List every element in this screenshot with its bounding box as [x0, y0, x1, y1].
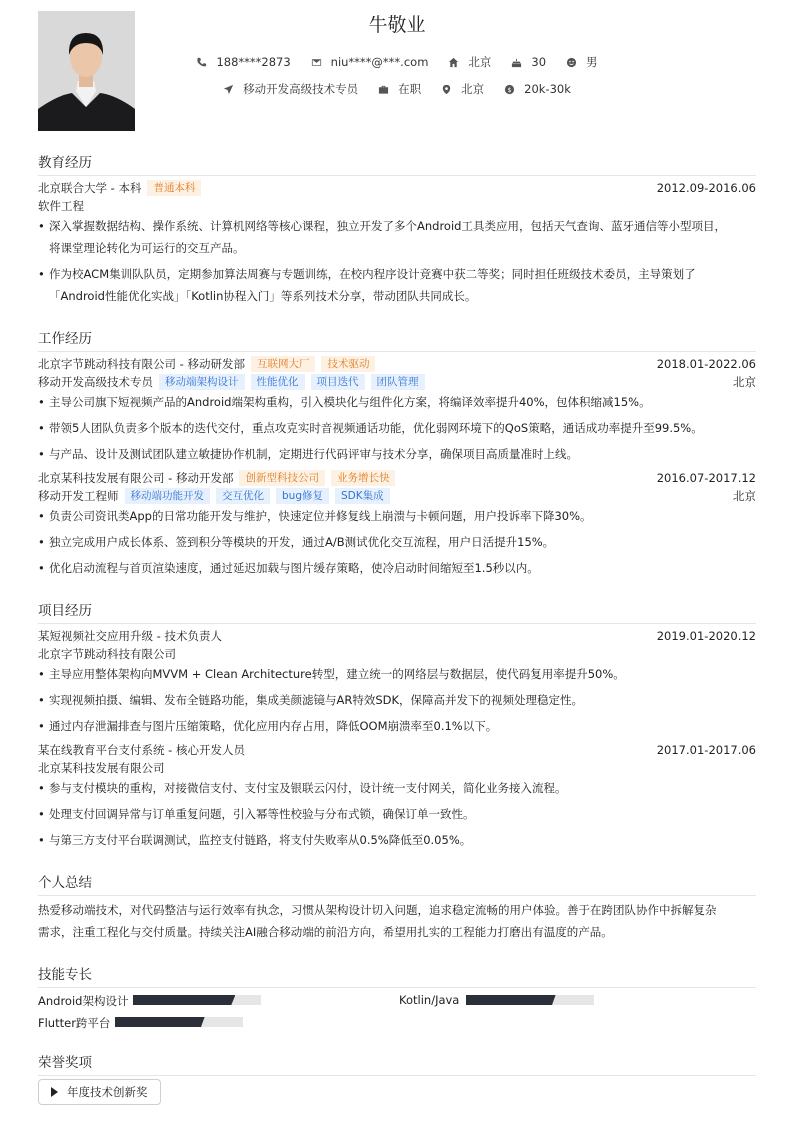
company-name: 北京某科技发展有限公司 - 移动开发部: [38, 471, 234, 485]
gender-icon: [566, 57, 577, 68]
role-tag: 交互优化: [216, 488, 270, 504]
role-tag: 移动端功能开发: [125, 488, 211, 504]
role-tag: 团队管理: [371, 374, 425, 390]
education-header: [38, 180, 756, 196]
home-icon: [448, 57, 459, 68]
expected-salary: 20k-30k: [524, 82, 571, 96]
education-date: 2012.09-2016.06: [656, 181, 756, 195]
play-triangle-icon: [51, 1087, 58, 1097]
section-title-skills: 技能专长: [38, 963, 756, 988]
skill-bar: [133, 995, 261, 1005]
gender-item: [566, 54, 598, 70]
skill-bar: [115, 1017, 243, 1027]
location-icon: [441, 84, 452, 95]
work-date: 2016.07-2017.12: [656, 471, 756, 485]
company-name: 北京字节跳动科技有限公司 - 移动研发部: [38, 357, 245, 371]
company-tag: 技术驱动: [321, 356, 375, 372]
age-icon: [511, 57, 522, 68]
target-city-item: [441, 81, 484, 97]
role-tag: 项目迭代: [311, 374, 365, 390]
money-icon: [504, 84, 515, 95]
skill-name: Android架构设计: [38, 994, 129, 1008]
section-title-projects: 项目经历: [38, 599, 756, 624]
school-tag: 普通本科: [147, 180, 201, 196]
project-bullet: • 处理支付回调异常与订单重复问题，引入幂等性校验与分布式锁，确保订单一致性。: [38, 803, 756, 825]
job-status: 在职: [398, 82, 422, 96]
project-company: 北京字节跳动科技有限公司: [38, 647, 176, 661]
send-icon: [223, 84, 234, 95]
salary-item: [504, 82, 571, 96]
gender: 男: [586, 55, 598, 69]
city-item: [448, 54, 491, 70]
major: 软件工程: [38, 199, 84, 213]
work-bullet: • 负责公司资讯类App的日常功能开发与维护，快速定位并修复线上崩溃与卡顿问题，用户投诉率下降30%。: [38, 505, 756, 527]
company-tag: 业务增长快: [331, 470, 396, 486]
section-title-honors: 荣誉奖项: [38, 1051, 756, 1076]
job-intent-row: [0, 81, 794, 97]
project-title-line: [38, 628, 756, 644]
company-tag: 互联网大厂: [251, 356, 316, 372]
education-bullet: [38, 263, 756, 285]
status-item: [378, 81, 421, 97]
target-position: 移动开发高级技术专员: [243, 82, 359, 96]
company-tag: 创新型科技公司: [239, 470, 325, 486]
section-title-summary: 个人总结: [38, 871, 756, 896]
project-company: 北京某科技发展有限公司: [38, 761, 165, 775]
project-title: 某短视频社交应用升级 - 技术负责人: [38, 629, 222, 643]
skill-bar-fill: [133, 995, 235, 1005]
skill-name: Flutter跨平台: [38, 1016, 111, 1030]
project-title: 某在线教育平台支付系统 - 核心开发人员: [38, 743, 245, 757]
skill-name: Kotlin/Java: [399, 993, 460, 1007]
work-company-line: [38, 470, 756, 486]
bullet-continuation: 将课堂理论转化为可运行的交互产品。: [49, 241, 245, 255]
summary-line: 热爱移动端技术，对代码整洁与运行效率有执念，习惯从架构设计切入问题，追求稳定流畅的用户体验。善于在跨团队协作中拆解复杂: [38, 903, 717, 917]
svg-text:$: $: [507, 85, 512, 94]
age: 30: [531, 55, 547, 69]
project-date: 2019.01-2020.12: [656, 629, 756, 643]
project-bullet: • 通过内存泄漏排查与图片压缩策略，优化应用内存占用，降低OOM崩溃率至0.1%以下。: [38, 715, 756, 737]
summary-line: 需求，注重工程化与交付质量。持续关注AI融合移动端的前沿方向，希望用扎实的工程能力打磨出有温度的产品。: [38, 925, 613, 939]
work-location: 北京: [733, 375, 756, 389]
section-title-work: 工作经历: [38, 327, 756, 352]
mail-icon: [311, 57, 322, 68]
job-role: 移动开发高级技术专员: [38, 375, 153, 389]
phone-item: [196, 55, 290, 69]
work-company-line: [38, 356, 756, 372]
role-tag: 移动端架构设计: [159, 374, 245, 390]
role-tag: bug修复: [276, 488, 329, 504]
project-title-line: [38, 742, 756, 758]
bullet-text: 作为校ACM集训队队员，定期参加算法周赛与专题训练，在校内程序设计竞赛中获二等奖；同时担任班级技术委员，主导策划了: [49, 267, 696, 281]
skill-bar-fill: [466, 995, 556, 1005]
work-location: 北京: [733, 489, 756, 503]
briefcase-icon: [378, 84, 389, 95]
skill-bar: [466, 995, 594, 1005]
age-item: [511, 55, 546, 69]
education-bullet: [38, 215, 756, 237]
award-name: 年度技术创新奖: [67, 1085, 148, 1099]
bullet-text: 深入掌握数据结构、操作系统、计算机网络等核心课程，独立开发了多个Android工具类应用，包括天气查询、蓝牙通信等小型项目，: [49, 219, 726, 233]
work-bullet: • 主导公司旗下短视频产品的Android端架构重构，引入模块化与组件化方案，将编译效率提升40%，包体积缩减15%。: [38, 391, 756, 413]
phone-icon: [196, 57, 207, 68]
project-bullet: • 主导应用整体架构向MVVM + Clean Architecture转型，建立统一的网络层与数据层，使代码复用率提升50%。: [38, 663, 756, 685]
award-item[interactable]: [38, 1079, 161, 1105]
email-address: niu****@***.com: [330, 55, 429, 69]
position-item: [223, 81, 358, 97]
work-role-line: [38, 488, 756, 504]
work-role-line: [38, 374, 756, 390]
bullet-continuation: 「Android性能优化实战」「Kotlin协程入门」等系列技术分享，带动团队共同成长。: [49, 289, 477, 303]
role-tag: SDK集成: [335, 488, 390, 504]
work-bullet: • 优化启动流程与首页渲染速度，通过延迟加载与图片缓存策略，使冷启动时间缩短至1.5秒以内。: [38, 557, 756, 579]
project-date: 2017.01-2017.06: [656, 743, 756, 757]
role-tag: 性能优化: [251, 374, 305, 390]
city: 北京: [468, 55, 492, 69]
candidate-name: 牛敬业: [368, 14, 426, 36]
work-date: 2018.01-2022.06: [656, 357, 756, 371]
work-bullet: • 与产品、设计及测试团队建立敏捷协作机制，定期进行代码评审与技术分享，确保项目高质量准时上线。: [38, 443, 756, 465]
project-bullet: • 实现视频拍摄、编辑、发布全链路功能，集成美颜滤镜与AR特效SDK，保障高并发下的视频处理稳定性。: [38, 689, 756, 711]
project-bullet: • 参与支付模块的重构，对接微信支付、支付宝及银联云闪付，设计统一支付网关，简化业务接入流程。: [38, 777, 756, 799]
project-bullet: • 与第三方支付平台联调测试，监控支付链路，将支付失败率从0.5%降低至0.05%。: [38, 829, 756, 851]
skill-bar-fill: [115, 1017, 205, 1027]
phone-number: 188****2873: [216, 55, 291, 69]
target-city: 北京: [461, 82, 485, 96]
email-item: [311, 55, 429, 69]
school-name: 北京联合大学 - 本科: [38, 181, 142, 195]
work-bullet: • 独立完成用户成长体系、签到积分等模块的开发，通过A/B测试优化交互流程，用户日活提升15%。: [38, 531, 756, 553]
section-title-education: 教育经历: [38, 151, 756, 176]
job-role: 移动开发工程师: [38, 489, 119, 503]
work-bullet: • 带领5人团队负责多个版本的迭代交付，重点攻克实时音视频通话功能，优化弱网环境下的QoS策略，通话成功率提升至99.5%。: [38, 417, 756, 439]
contact-row: [0, 54, 794, 70]
